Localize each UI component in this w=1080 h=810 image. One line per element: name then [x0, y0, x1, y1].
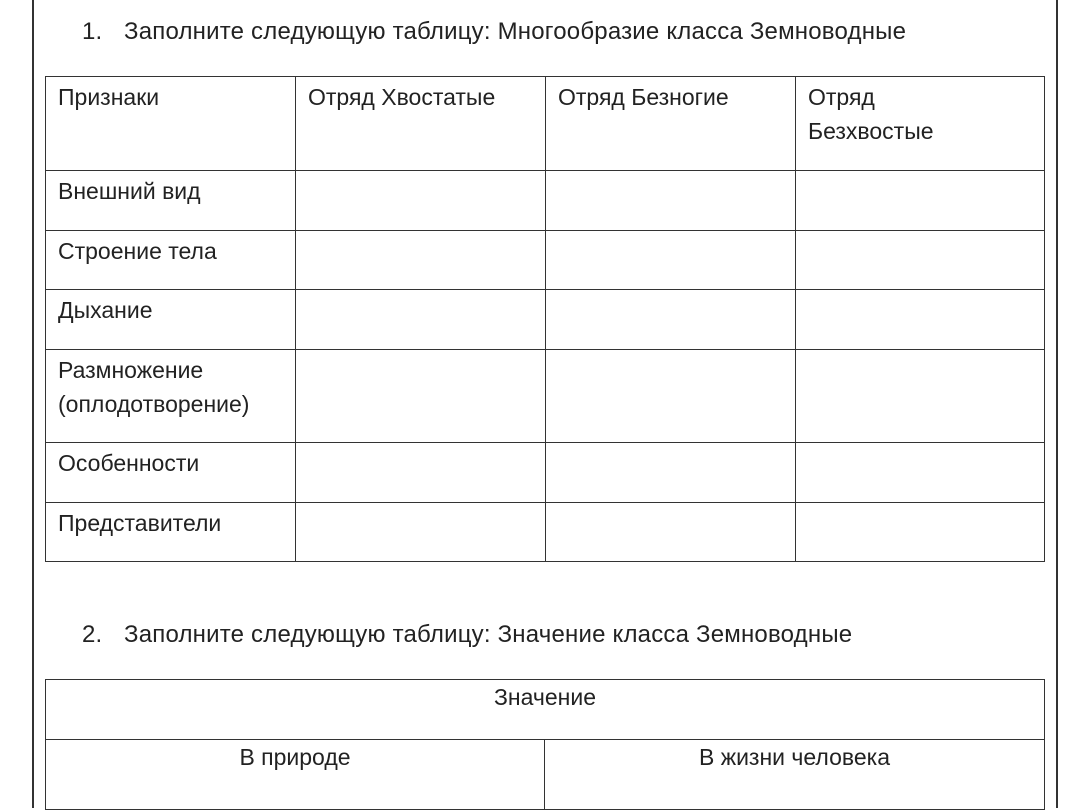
answer-cell[interactable]	[296, 503, 546, 562]
table-row	[46, 290, 1045, 350]
answer-cell[interactable]	[546, 231, 796, 290]
answer-cell[interactable]	[546, 350, 796, 443]
table-header-row	[46, 680, 1045, 740]
header-cell-caudata: Отряд Хвостатые	[296, 77, 546, 171]
answer-cell[interactable]	[796, 231, 1045, 290]
answer-cell[interactable]	[296, 231, 546, 290]
significance-table	[45, 679, 1045, 810]
answer-cell[interactable]	[546, 171, 796, 231]
row-label-body-structure: Строение тела	[46, 231, 296, 290]
table-row	[46, 350, 1045, 443]
header-cell-in-human-life: В жизни человека	[545, 740, 1045, 810]
header-cell-features: Признаки	[46, 77, 296, 171]
table-row	[46, 443, 1045, 503]
answer-cell[interactable]	[296, 171, 546, 231]
row-label-respiration: Дыхание	[46, 290, 296, 350]
answer-cell[interactable]	[796, 350, 1045, 443]
row-label-reproduction: Размножение (оплодотворение)	[46, 350, 296, 443]
answer-cell[interactable]	[546, 290, 796, 350]
answer-cell[interactable]	[546, 503, 796, 562]
row-label-representatives: Представители	[46, 503, 296, 562]
task-2-text: Заполните следующую таблицу: Значение класса Земноводные	[124, 621, 853, 648]
header-cell-anura: Отряд Безхвостые	[796, 77, 1045, 171]
row-label-appearance: Внешний вид	[46, 171, 296, 231]
answer-cell[interactable]	[796, 443, 1045, 503]
answer-cell[interactable]	[796, 171, 1045, 231]
answer-cell[interactable]	[296, 350, 546, 443]
answer-cell[interactable]	[296, 443, 546, 503]
table-row	[46, 503, 1045, 562]
table-header-row	[46, 740, 1045, 810]
answer-cell[interactable]	[296, 290, 546, 350]
table-row	[46, 171, 1045, 231]
table-row	[46, 231, 1045, 290]
answer-cell[interactable]	[796, 503, 1045, 562]
table-header-row	[46, 77, 1045, 171]
header-cell-apoda: Отряд Безногие	[546, 77, 796, 171]
row-label-features: Особенности	[46, 443, 296, 503]
task-2-heading	[82, 621, 852, 649]
task-1-number: 1.	[82, 18, 103, 45]
task-2-number: 2.	[82, 621, 103, 648]
answer-cell[interactable]	[796, 290, 1045, 350]
answer-cell[interactable]	[546, 443, 796, 503]
header-cell-in-nature: В природе	[46, 740, 545, 810]
task-1-text: Заполните следующую таблицу: Многообразие класса Земноводные	[124, 18, 907, 45]
header-cell-significance: Значение	[46, 680, 1045, 740]
task-1-heading	[82, 18, 906, 46]
diversity-table	[45, 76, 1045, 562]
